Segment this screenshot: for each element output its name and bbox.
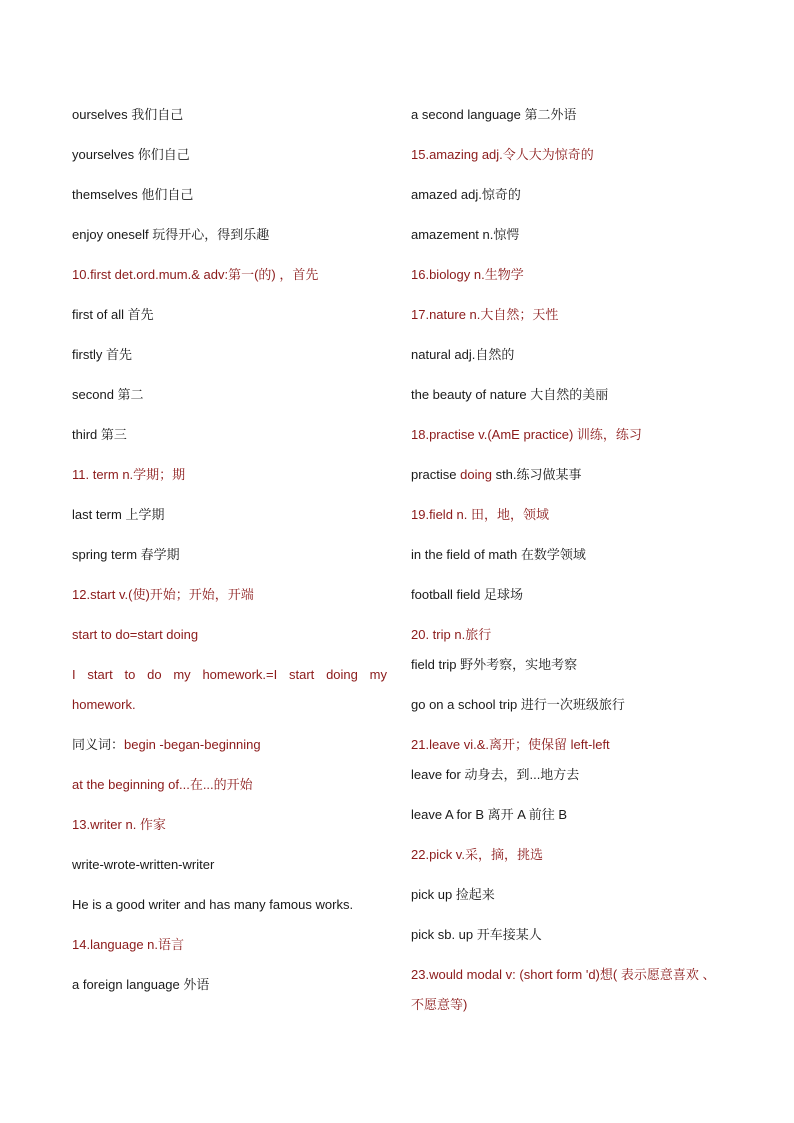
vocab-entry: a foreign language 外语	[72, 977, 210, 992]
vocab-heading: 21.leave vi.&.离开；使保留 left-left	[411, 737, 610, 752]
synonym-entry	[72, 730, 387, 770]
vocab-entry: pick up 捡起来	[411, 887, 495, 902]
vocab-heading: 16.biology n.生物学	[411, 267, 524, 282]
vocab-entry: the beauty of nature 大自然的美丽	[411, 387, 609, 402]
vocab-entry: first of all 首先	[72, 307, 154, 322]
vocab-entry: pick sb. up 开车接某人	[411, 927, 542, 942]
vocab-heading: 14.language n.语言	[72, 937, 185, 952]
example-sentence: I start to do my homework.=I start doing my homework.	[72, 667, 387, 712]
vocab-entry: in the field of math 在数学领域	[411, 547, 586, 562]
synonym-label: 同义词：	[72, 737, 125, 752]
vocab-entry: leave for 动身去，到...地方去	[411, 767, 580, 782]
vocab-phrase: at the beginning of...在...的开始	[72, 777, 253, 792]
phrase-highlight: doing	[460, 467, 492, 482]
vocab-entry: last term 上学期	[72, 507, 165, 522]
vocab-heading: 10.first det.ord.mum.& adv:第一(的) ，首先	[72, 267, 319, 282]
vocab-heading: 20. trip n.旅行	[411, 627, 492, 642]
vocab-heading	[411, 960, 726, 1020]
vocab-entry: natural adj.自然的	[411, 347, 515, 362]
vocab-entry: a second language 第二外语	[411, 107, 577, 122]
vocab-phrase	[411, 460, 726, 500]
left-column	[72, 100, 387, 1010]
phrase-part: practise	[411, 467, 461, 482]
vocab-heading: 12.start v.(使)开始；开始，开端	[72, 587, 254, 602]
vocab-entry: second 第二	[72, 387, 144, 402]
phrase-part: sth.练习做某事	[491, 467, 582, 482]
vocab-entry: amazed adj.惊奇的	[411, 187, 521, 202]
vocab-heading: 19.field n. 田，地，领域	[411, 507, 549, 522]
vocab-phrase: start to do=start doing	[72, 627, 199, 642]
synonym-value: begin -began-beginning	[124, 737, 261, 752]
right-column	[411, 100, 726, 1020]
example-sentence: He is a good writer and has many famous works.	[72, 897, 354, 912]
vocab-heading: 17.nature n.大自然；天性	[411, 307, 559, 322]
vocab-entry: firstly 首先	[72, 347, 132, 362]
vocab-entry: spring term 春学期	[72, 547, 180, 562]
heading-text: 23.would modal v: (short form 'd)想( 表示愿意喜欢 、不愿意等)	[411, 967, 716, 1012]
vocab-entry: field trip 野外考察，实地考察	[411, 657, 578, 672]
vocab-entry: enjoy oneself 玩得开心，得到乐趣	[72, 227, 270, 242]
vocab-entry: themselves 他们自己	[72, 187, 194, 202]
vocab-entry: amazement n.惊愕	[411, 227, 520, 242]
vocab-heading: 15.amazing adj.令人大为惊奇的	[411, 147, 594, 162]
vocab-entry: yourselves 你们自己	[72, 147, 190, 162]
vocab-entry: ourselves 我们自己	[72, 107, 184, 122]
vocab-entry: 22.pick v.采，摘，挑选	[411, 847, 543, 862]
vocab-entry: football field 足球场	[411, 587, 523, 602]
vocab-heading: 18.practise v.(AmE practice) 训练，练习	[411, 427, 642, 442]
vocab-entry: go on a school trip 进行一次班级旅行	[411, 697, 625, 712]
vocab-heading: 11. term n.学期；期	[72, 467, 186, 482]
vocab-entry: write-wrote-written-writer	[72, 857, 215, 872]
vocab-entry: third 第三	[72, 427, 127, 442]
vocab-entry: leave A for B 离开 A 前往 B	[411, 807, 568, 822]
vocab-heading: 13.writer n. 作家	[72, 817, 166, 832]
